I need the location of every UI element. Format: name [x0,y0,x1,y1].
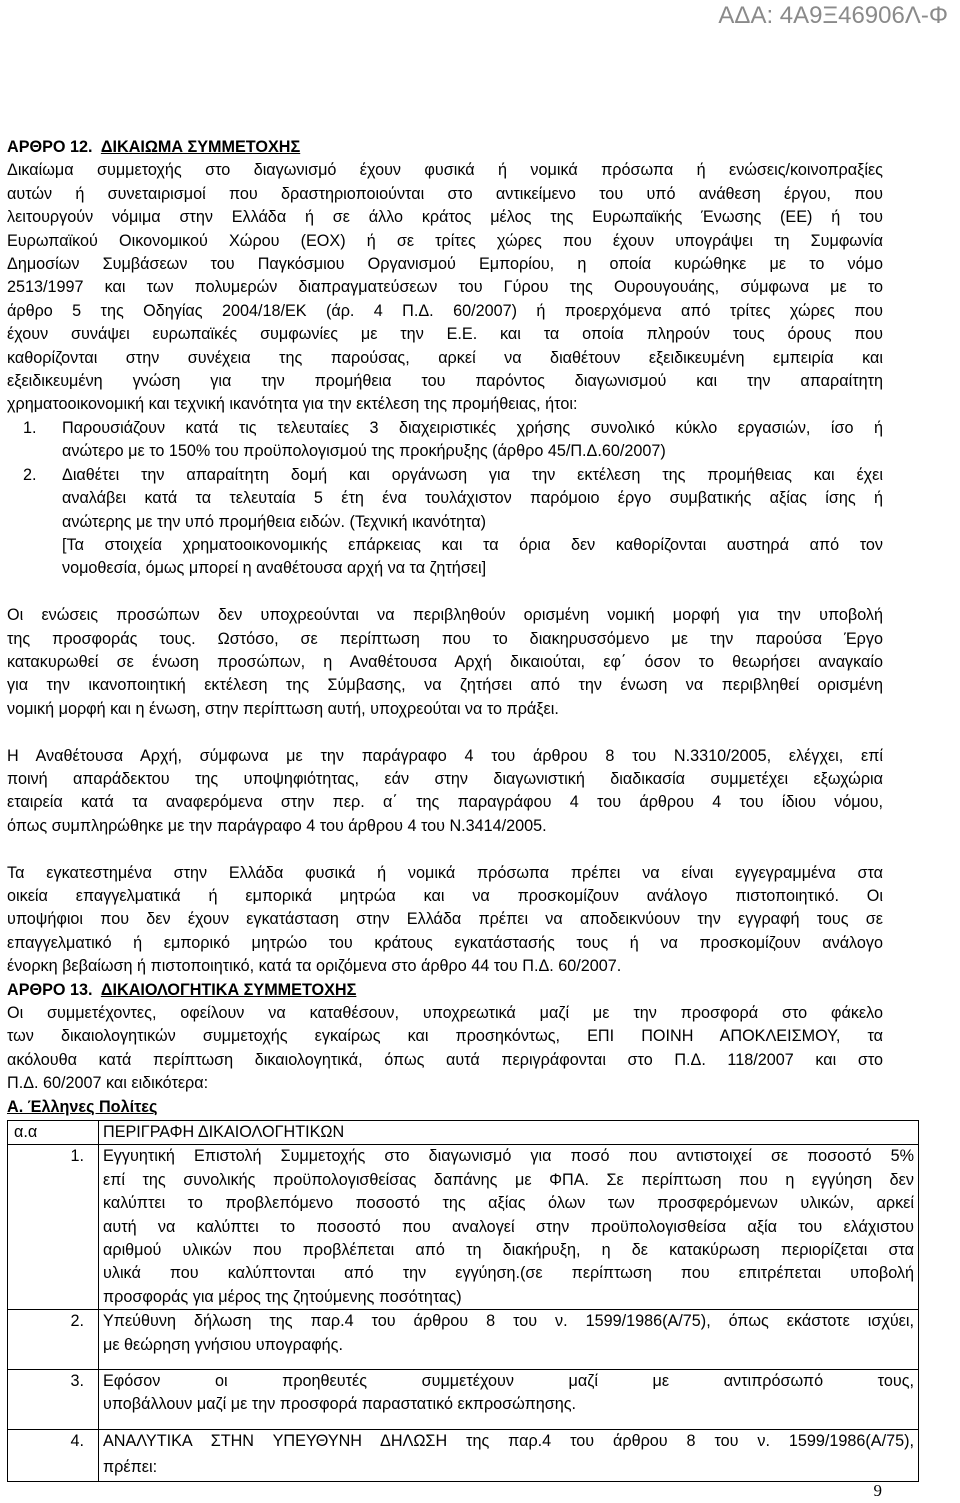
ada-code: ΑΔΑ: 4Α9Ξ46906Λ-Φ [718,2,948,29]
text-line: Διαθέτει την απαραίτητη δομή και οργάνωση για την εκτέλεση της προμήθειας και έχει [62,465,883,484]
text-line: υποβάλλουν μαζί με την προσφορά παραστατικό εκπροσώπησης. [103,1395,577,1414]
article-13-prefix: ΑΡΘΡΟ 13. [7,980,93,999]
text-line: Παρουσιάζουν κατά τις τελευταίες 3 διαχειριστικές χρήσης συνολικό κύκλο εργασιών, ίσο ή [62,418,883,437]
article-12-title: ΔΙΚΑΙΩΜΑ ΣΥΜΜΕΤΟΧΗΣ [100,138,301,156]
text-line: για την ικανοποιητική εκτέλεση της Σύμβασης, να ζητήσει από την ένωση να περιβληθεί ορισμένη [7,676,883,695]
article-12-paragraph [7,159,883,416]
text-line: νομοθεσία, όμως μπορεί η αναθέτουσα αρχή να τα ζητήσει] [62,559,487,578]
list-item-number: 2. [23,465,37,484]
text-line: έχουν συνάψει ευρωπαϊκές συμφωνίες με την Ε.Ε. και τα οποία πληρούν τους όρους που [7,325,883,344]
row-description [99,1310,919,1370]
paragraph-registries [7,862,883,979]
text-line: Υπεύθυνη δήλωση της παρ.4 του άρθρου 8 του ν. 1599/1986(Α/75), όπως εκάστοτε ισχύει, [103,1312,914,1331]
text-line: Δημοσίων Συμβάσεων του Παγκόσμιου Οργανισμού Εμπορίου, η οποία κυρώθηκε με το νόμο [7,255,883,274]
article-13-paragraph [7,1002,883,1096]
text-line: εξειδικευμένη γνώση για την προμήθεια του παρόντος διαγωνισμού και την απαραίτητη [7,372,883,391]
text-line: με θεώρηση γνήσιου υπογραφής. [103,1335,343,1354]
text-line: αριθμού υλικών που προβλέπεται από τη διακήρυξη, η δε κατακύρωση περιορίζεται στα [103,1241,914,1260]
paragraph-unions [7,604,883,721]
article-12-prefix: ΑΡΘΡΟ 12. [7,138,93,156]
text-line: κατακυρωθεί σε ένωση προσώπων, η Αναθέτουσα Αρχή δικαιούται, εφ΄ όσον το θεωρήσει αναγκαίο [7,652,883,671]
text-line: αναλάβει κατά τα τελευταία 5 έτη ένα τουλάχιστον παρόμοιο έργο συμβατικής αξίας ίσης ή [62,489,883,508]
subheading-greek-citizens: Α. Έλληνες Πολίτες [7,1097,158,1116]
row-number: 4. [8,1429,99,1481]
text-line: νομική μορφή και η ένωση, στην περίπτωση αυτή, υποχρεούται να το πράξει. [7,699,559,718]
table-row [8,1429,919,1481]
text-line: Τα εγκατεστημένα στην Ελλάδα φυσικά ή νομικά πρόσωπα πρέπει να είναι εγγεγραμμένα στα [7,863,883,882]
list-item [7,464,883,534]
row-number: 2. [8,1310,99,1370]
text-line: προσφοράς για μέρος της ζητούμενης ποσότητας) [103,1287,462,1306]
table-header-row [8,1121,919,1145]
row-description [99,1429,919,1481]
text-line: Οι συμμετέχοντες, οφείλουν να καταθέσουν, υποχρεωτικά μαζί με την προσφορά στο φάκελο [7,1003,883,1022]
article-12-heading [7,136,883,159]
text-line: της προσφοράς τους. Ωστόσο, σε περίπτωση που το διακηρυσσόμενο με την παρούσα Έργο [7,629,883,648]
documents-table [7,1120,919,1482]
table-row [8,1145,919,1310]
text-line: αυτή να καλύπτει το ποσοστό που αναλογεί στην προϋπολογισθείσα αξία του ελάχιστου [103,1217,914,1236]
text-line: υλικά που καλύπτονται από την εγγύηση.(σε περίπτωση που επιτρέπεται υποβολή [103,1264,914,1283]
article-13-title: ΔΙΚΑΙΟΛΟΓΗΤΙΚΑ ΣΥΜΜΕΤΟΧΗΣ [100,980,357,999]
paragraph-offshore [7,745,883,839]
text-line: των δικαιολογητικών συμμετοχής εγκαίρως και προσηκόντως, ΕΠΙ ΠΟΙΝΗ ΑΠΟΚΛΕΙΣΜΟΥ, τα [7,1027,883,1046]
text-line: Οι ενώσεις προσώπων δεν υποχρεούνται να περιβληθούν ορισμένη νομική μορφή για την υποβολή [7,606,883,625]
document-body [7,136,914,1482]
text-line: υποψήφιοι που δεν έχουν εγκατάσταση στην Ελλάδα πρέπει να αποδεικνύουν την εγγραφή τους σε [7,910,883,929]
text-line: Δικαίωμα συμμετοχής στο διαγωνισμό έχουν φυσικά ή νομικά πρόσωπα ή ενώσεις/κοινοπραξίες [7,161,883,180]
text-line: λειτουργούν νόμιμα στην Ελλάδα ή σε άλλο κράτος μέλος της Ευρωπαϊκής Ένωσης (ΕΕ) ή του [7,208,883,227]
text-line: ανώτερο με το 150% του προϋπολογισμού της προκήρυξης (άρθρο 45/Π.Δ.60/2007) [62,442,666,461]
page-number: 9 [873,1481,882,1500]
text-line: καθορίζονται στην συνέχεια της παρούσας, αρκεί να διαθέτουν εξειδικευμένη εμπειρία και [7,348,883,367]
list-item [7,417,883,464]
text-line: οικεία επαγγελματικά ή εμπορικά μητρώα και να προσκομίζουν ανάλογο πιστοποιητικό. Οι [7,886,883,905]
text-line: [Τα στοιχεία χρηματοοικονομικής επάρκειας και τα όρια δεν καθορίζονται αυστηρά από τον [62,535,883,554]
text-line: Ευρωπαϊκού Οικονομικού Χώρου (ΕΟΧ) ή σε τρίτες χώρες που έχουν υπογράψει τη Συμφωνία [7,231,883,250]
table-row [8,1310,919,1370]
text-line: ακόλουθα κατά περίπτωση δικαιολογητικά, όπως αυτά περιγράφονται στο Π.Δ. 118/2007 και στο [7,1050,883,1069]
text-line: επαγγελματικό ή εμπορικό μητρώο του κράτους εγκατάστασής τους ή να προσκομίζουν ανάλογο [7,933,883,952]
text-line: καλύπτει το προβλεπόμενο ποσοστό της αξίας όλων των προσφερόμενων υλικών, αρκεί [103,1194,914,1213]
bracket-note [7,534,883,581]
text-line: Η Αναθέτουσα Αρχή, σύμφωνα με την παράγραφο 4 του άρθρου 8 του Ν.3310/2005, ελέγχει, επί [7,746,883,765]
text-line: ένορκη βεβαίωση ή πιστοποιητικό, κατά τα οριζόμενα στο άρθρο 44 του Π.Δ. 60/2007. [7,957,622,976]
text-line: χρηματοοικονομική και τεχνική ικανότητα για την εκτέλεση της προμήθειας, ήτοι: [7,395,578,414]
text-line: αυτών ή συνεταιρισμοί που δραστηριοποιούνται στο αντικείμενο του υπό ανάθεση έργου, που [7,184,883,203]
text-line: ανώτερης με την υπό προμήθεια ειδών. (Τεχνική ικανότητα) [62,512,486,531]
text-line: επί της συνολικής προϋπολογισθείσας δαπάνης με ΦΠΑ. Σε περίπτωση που η εγγύηση δεν [103,1170,914,1189]
row-number: 3. [8,1370,99,1430]
text-line: 2513/1997 και των πολυμερών διαπραγματεύσεων του Γύρου της Ουρουγουάης, σύμφωνα με το [7,278,883,297]
text-line: ποινή απαράδεκτου της υποψηφιότητας, εάν στην διαγωνιστική διαδικασία συμμετέχει εξωχώρια [7,769,883,788]
row-description [99,1370,919,1430]
article-13-heading [7,979,883,1002]
table-header-aa: α.α [8,1121,99,1145]
text-line: Εφόσον οι πρoηθευτές συμμετέχουν μαζί με αντιπρόσωπό τους, [103,1372,914,1391]
text-line: Π.Δ. 60/2007 και ειδικότερα: [7,1074,209,1093]
text-line: ΑΝΑΛΥΤΙΚΑ ΣΤΗΝ ΥΠΕΥΘΥΝΗ ΔΗΛΩΣΗ της παρ.4 του άρθρου 8 του ν. 1599/1986(Α/75), [103,1431,914,1450]
row-number: 1. [8,1145,99,1310]
text-line: άρθρο 5 της Οδηγίας 2004/18/ΕΚ (άρ. 4 Π.Δ. 60/2007) ή προερχόμενα από τρίτες χώρες που [7,301,883,320]
text-line: εταιρεία κατά τα αναφερόμενα στην περ. α΄ της παραγράφου 4 του άρθρου 4 του ίδιου νόμου, [7,793,883,812]
table-row [8,1370,919,1430]
text-line: πρέπει: [103,1458,158,1477]
text-line: όπως συμπληρώθηκε με την παράγραφο 4 του άρθρου 4 του Ν.3414/2005. [7,816,547,835]
row-description [99,1145,919,1310]
text-line: Εγγυητική Επιστολή Συμμετοχής στο διαγωνισμό για ποσό που αντιστοιχεί σε ποσοστό 5% [103,1147,914,1166]
table-header-description: ΠΕΡΙΓΡΑΦΗ ΔΙΚΑΙΟΛΟΓΗΤΙΚΩΝ [99,1121,919,1145]
list-item-number: 1. [23,418,37,437]
